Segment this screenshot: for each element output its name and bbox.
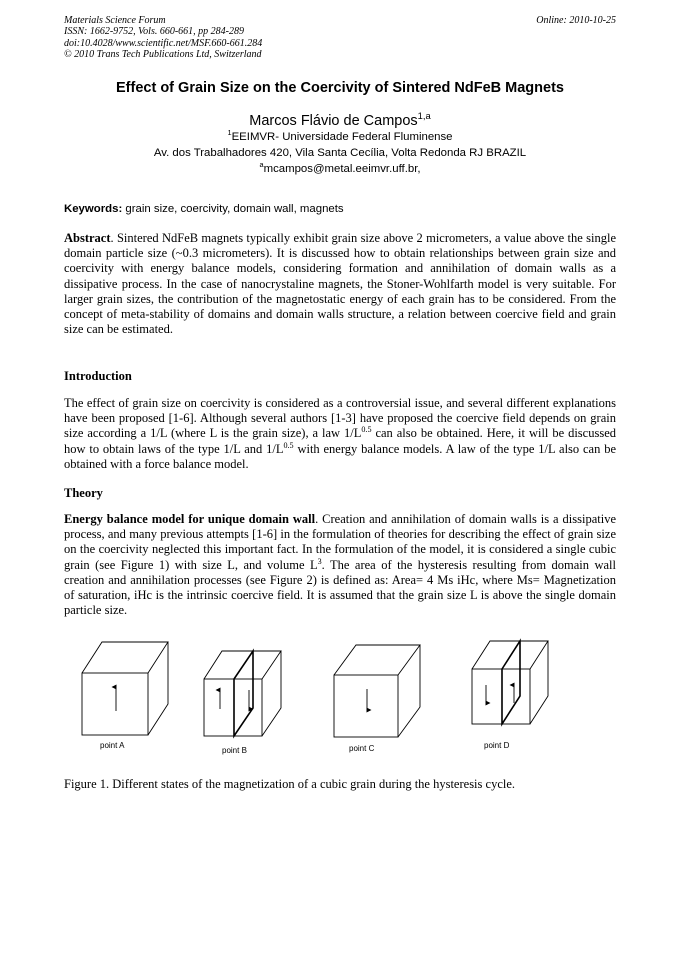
figure-1-caption: Figure 1. Different states of the magnetization of a cubic grain during the hysteresis cycle. — [64, 777, 516, 791]
label-point-c: point C — [349, 744, 375, 753]
abstract — [64, 231, 616, 337]
author-name: Marcos Flávio de Campos — [249, 113, 418, 129]
cube-point-b — [204, 651, 281, 736]
affiliation-address: Av. dos Trabalhadores 420, Vila Santa Cecília, Volta Redonda RJ BRAZIL — [153, 147, 527, 159]
journal-copyright: © 2010 Trans Tech Publications Ltd, Switzerland — [64, 48, 262, 60]
keywords — [64, 203, 616, 215]
theory-subheading: Energy balance model for unique domain wall — [64, 512, 316, 526]
theory-paragraph: Energy balance model for unique domain wall. Creation and annihilation of domain walls is a dissipative process, and many previous attempts [1-6] in the formulation of theories for describing the effect of grain size on the coercivity neglected this important fact. In the formulation of the model, it is considered a single cubic grain (see Figure 1) with size L, and volume $L^3$. The area of the hysteresis resulting from domain wall creation and annihilation processes (see Figure 2) is defined as: Area= 4 Ms iHc, where Ms= Magnetization of saturation, iHc is the intrinsic coercive field. It is assumed that the grain size L is above the single domain particle size. — [64, 512, 616, 618]
affiliation-institution: $^1$EEIMVR- Universidade Federal Fluminense — [227, 128, 453, 143]
keywords-label: Keywords: — [64, 203, 123, 215]
paper-title: Effect of Grain Size on the Coercivity of Sintered NdFeB Magnets — [116, 80, 564, 96]
journal-name: Materials Science Forum — [64, 15, 166, 26]
introduction-heading: Introduction — [64, 369, 132, 383]
cube-point-d — [472, 641, 548, 724]
label-point-b: point B — [222, 746, 247, 755]
author-superscript: 1,a — [417, 110, 431, 122]
label-point-d: point D — [484, 741, 510, 750]
journal-doi: doi:10.4028/www.scientific.net/MSF.660-661.284 — [64, 37, 263, 49]
abstract-label: Abstract — [64, 231, 111, 245]
journal-header — [64, 15, 616, 60]
abstract-text: . Sintered NdFeB magnets typically exhibit grain size above 2 micrometers, a value above the single domain particle size (~0.3 micrometers). It is discussed how to obtain relationships between grain size and coercivity with energy balance models, considering formation and annihilation of domain walls as a dissipative process. In the case of nanocrystaline magnets, the Stoner-Wohlfarth model is very suitable. For larger grain sizes, the contribution of the magnetostatic energy of each grain has to be considered. From the concept of meta-stability of domains and domain walls structure, a relation between coercive field and grain size can be estimated. — [64, 231, 616, 337]
journal-issn: ISSN: 1662-9752, Vols. 660-661, pp 284-289 — [64, 26, 244, 38]
theory-heading: Theory — [64, 486, 103, 500]
online-date: Online: 2010-10-25 — [536, 15, 616, 26]
introduction-paragraph: The effect of grain size on coercivity is considered as a controversial issue, and several different explanations have been proposed [1-6]. Although several authors [1-3] have proposed the coercive field depends on grain size according a 1/L (where L is the grain size), a law $1/L^{0.5}$ can also be obtained. Here, it will be discussed how to obtain laws of the type 1/L and $1/L^{0.5}$ with energy balance models. A law of the type 1/L also can be obtained with a force balance model. — [64, 396, 617, 471]
email-mark: a — [259, 160, 264, 170]
author-line — [64, 110, 616, 129]
affiliation-email: $^a$mcampos@metal.eeimvr.uff.br, — [259, 160, 421, 175]
label-point-a: point A — [100, 741, 125, 750]
figure-1 — [64, 628, 616, 763]
affiliation-number: 1 — [227, 128, 232, 138]
cube-point-a — [82, 642, 168, 735]
keywords-text: grain size, coercivity, domain wall, magnets — [122, 203, 344, 215]
figure-1-drawing — [64, 628, 616, 763]
cube-point-c — [334, 645, 420, 737]
